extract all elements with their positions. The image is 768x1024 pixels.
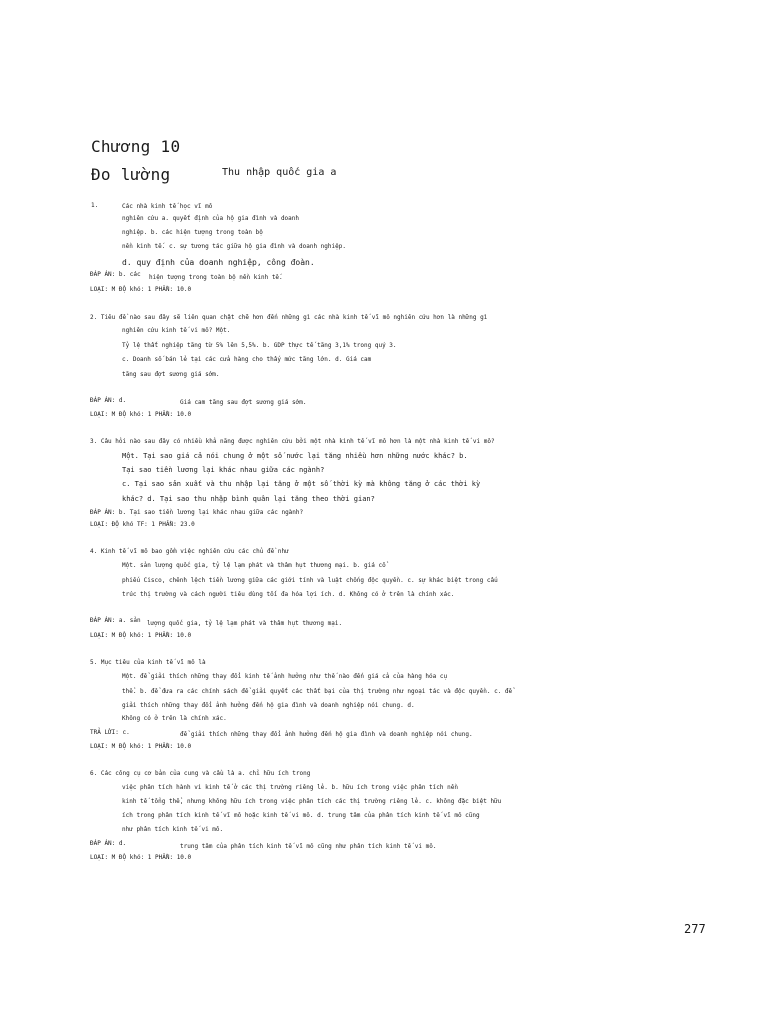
q3-stem: 3. Câu hỏi nào sau đây có nhiều khả năng được nghiên cứu bởi một nhà kinh tế vĩ mô hơn là một nhà kinh tế vi mô? — [90, 438, 495, 445]
q1-answer-text: hiện tượng trong toàn bộ nền kinh tế. — [149, 274, 283, 281]
page-title: Đo lường — [91, 165, 171, 184]
q4-line: phiếu Cisco, chênh lệch tiền lương giữa các giới tính và luật chống độc quyền. c. sự khác biệt trong cấu — [122, 577, 498, 584]
q4-line: trúc thị trường và cách người tiêu dùng tối đa hóa lợi ích. d. Không có ở trên là chính xác. — [122, 591, 455, 598]
q3-line: khác? d. Tại sao thu nhập bình quân lại tăng theo thời gian? — [122, 495, 375, 503]
q6-answer-label: ĐÁP ÁN: d. — [90, 840, 127, 847]
q1-line: d. quy định của doanh nghiệp, công đoàn. — [122, 258, 315, 267]
q5-line: Một. để giải thích những thay đổi kinh tế ảnh hưởng như thế nào đến giá cả của hàng hóa cụ — [122, 673, 448, 680]
q6-line: ích trong phân tích kinh tế vĩ mô hoặc kinh tế vi mô. d. trung tâm của phân tích kinh tế vĩ mô cũng — [122, 812, 480, 819]
q5-meta: LOẠI: M ĐỘ khó: 1 PHẦN: 10.0 — [90, 743, 192, 750]
chapter-heading: Chương 10 — [91, 137, 181, 156]
q1-line: Các nhà kinh tế học vĩ mô — [122, 203, 213, 210]
q4-line: Một. sản lượng quốc gia, tỷ lệ lạm phát và thâm hụt thương mại. b. giá cổ — [122, 562, 386, 569]
q2-line: c. Doanh số bán lẻ tại các cửa hàng cho thấy mức tăng lớn. d. Giá cam — [122, 356, 372, 363]
page-subtitle: Thu nhập quốc gia a — [222, 167, 337, 178]
q4-answer-text: lượng quốc gia, tỷ lệ lạm phát và thâm hụt thương mại. — [147, 620, 343, 627]
q3-line: Tại sao tiền lương lại khác nhau giữa các ngành? — [122, 466, 325, 474]
q5-stem: 5. Mục tiêu của kinh tế vĩ mô là — [90, 659, 206, 666]
q2-answer-label: ĐÁP ÁN: d. — [90, 397, 127, 404]
q5-line: giải thích những thay đổi ảnh hưởng đến hộ gia đình và doanh nghiệp nói chung. d. — [122, 702, 415, 709]
q2-line: Tỷ lệ thất nghiệp tăng từ 5% lên 5,5%. b. GDP thực tế tăng 3,1% trong quý 3. — [122, 342, 397, 349]
q3-line: c. Tại sao sản xuất và thu nhập lại tăng ở một số thời kỳ mà không tăng ở các thời kỳ — [122, 480, 481, 488]
page-number: 277 — [684, 922, 706, 936]
q6-answer-text: trung tâm của phân tích kinh tế vĩ mô cũng như phân tích kinh tế vi mô. — [180, 843, 437, 850]
q6-line: việc phân tích hành vi kinh tế ở các thị trường riêng lẻ. b. hữu ích trong việc phân tích nền — [122, 784, 458, 791]
q1-number: 1. — [91, 202, 99, 209]
q3-line: Một. Tại sao giá cả nói chung ở một số nước lại tăng nhiều hơn những nước khác? b. — [122, 452, 468, 460]
q5-answer-label: TRẢ LỜI: c. — [90, 729, 130, 736]
q1-line: nghiên cứu a. quyết định của hộ gia đình và doanh — [122, 215, 300, 222]
q3-meta: LOẠI: ĐỘ khó TF: 1 PHẦN: 23.0 — [90, 521, 195, 528]
q1-line: nền kinh tế. c. sự tương tác giữa hộ gia đình và doanh nghiệp. — [122, 243, 346, 250]
q4-stem: 4. Kinh tế vĩ mô bao gồm việc nghiên cứu các chủ đề như — [90, 548, 289, 555]
q1-line: nghiệp. b. các hiện tượng trong toàn bộ — [122, 229, 263, 236]
q6-meta: LOẠI: M ĐỘ khó: 1 PHẦN: 10.0 — [90, 854, 192, 861]
q6-line: như phân tích kinh tế vi mô. — [122, 826, 224, 833]
q3-answer: ĐÁP ÁN: b. Tại sao tiền lương lại khác nhau giữa các ngành? — [90, 509, 304, 516]
q5-line: Không có ở trên là chính xác. — [122, 715, 227, 722]
q1-answer-label: ĐÁP ÁN: b. các — [90, 271, 141, 278]
q5-answer-text: để giải thích những thay đổi ảnh hưởng đến hộ gia đình và doanh nghiệp nói chung. — [180, 731, 473, 738]
q4-meta: LOẠI: M ĐỘ khó: 1 PHẦN: 10.0 — [90, 632, 192, 639]
q2-line: nghiên cứu kinh tế vi mô? Một. — [122, 327, 231, 334]
q2-line: tăng sau đợt sương giá sớm. — [122, 371, 220, 378]
q5-line: thể. b. để đưa ra các chính sách để giải quyết các thất bại của thị trường như ngoại tác và độc quyền. c. để — [122, 688, 513, 695]
q2-stem: 2. Tiêu đề nào sau đây sẽ liên quan chặt chẽ hơn đến những gì các nhà kinh tế vĩ mô nghiên cứu hơn là những gì — [90, 314, 488, 321]
q4-answer-label: ĐÁP ÁN: a. sản — [90, 617, 141, 624]
q2-meta: LOẠI: M ĐỘ khó: 1 PHẦN: 10.0 — [90, 411, 192, 418]
q6-stem: 6. Các công cụ cơ bản của cung và cầu là a. chỉ hữu ích trong — [90, 770, 311, 777]
q2-answer-text: Giá cam tăng sau đợt sương giá sớm. — [180, 399, 307, 406]
q1-meta: LOẠI: M ĐỘ khó: 1 PHẦN: 10.0 — [90, 286, 192, 293]
q6-line: kinh tế tổng thể, nhưng không hữu ích trong việc phân tích các thị trường riêng lẻ. c. không đặc biệt hữu — [122, 798, 502, 805]
